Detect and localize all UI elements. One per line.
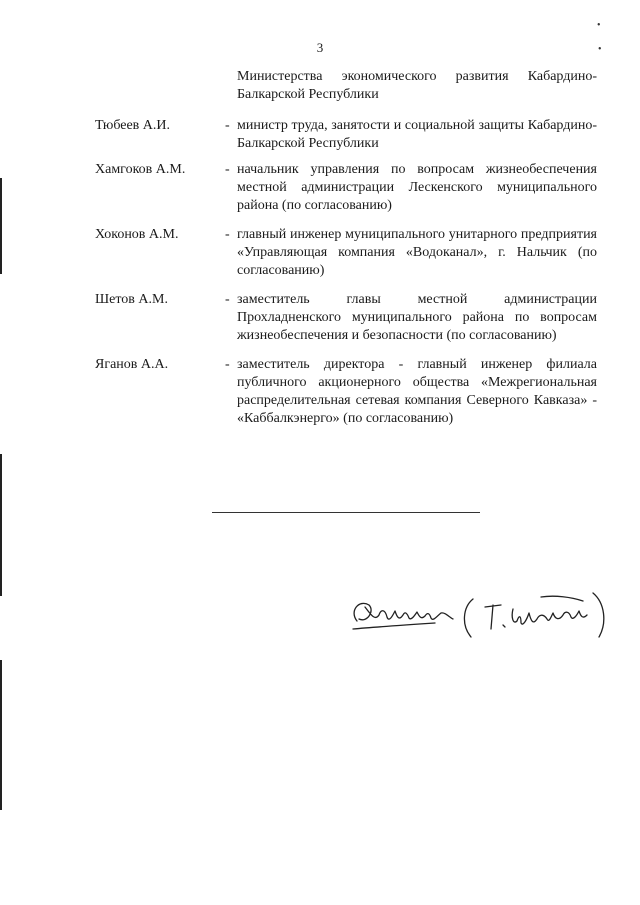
scan-corner-mark: • (598, 44, 602, 55)
handwritten-signature (345, 585, 615, 650)
member-role: министр труда, занятости и социальной защиты Кабардино-Балкарской Республики (237, 118, 597, 151)
member-dash: - (225, 292, 230, 307)
scan-edge-mark (0, 454, 2, 596)
signature-scribble (345, 585, 615, 645)
member-role: начальник управления по вопросам жизнеобеспечения местной администрации Лескенского муниципального района (по согласованию) (237, 162, 597, 213)
member-dash: - (225, 162, 230, 177)
scan-edge-mark (0, 178, 2, 274)
member-name: Яганов А.А. (95, 357, 169, 372)
closing-rule (212, 512, 480, 513)
member-name: Хоконов А.М. (95, 227, 179, 242)
member-role: заместитель директора - главный инженер филиала публичного акционерного общества «Межрегиональная распределительная сетевая компания Северного Кавказа» - «Каббалкэнерго» (по согласованию) (237, 357, 597, 426)
member-name: Хамгоков А.М. (95, 162, 186, 177)
member-name: Шетов А.М. (95, 292, 168, 307)
member-role: главный инженер муниципального унитарного предприятия «Управляющая компания «Водоканал», г. Нальчик (по согласованию) (237, 227, 597, 278)
scan-corner-mark: • (597, 20, 601, 31)
continuation-text: Министерства экономического развития Кабардино-Балкарской Республики (237, 69, 597, 102)
page-number: 3 (316, 40, 324, 55)
member-dash: - (225, 118, 230, 133)
scan-edge-mark (0, 660, 2, 810)
member-dash: - (225, 227, 230, 242)
member-dash: - (225, 357, 230, 372)
member-name: Тюбеев А.И. (95, 118, 171, 133)
member-role: заместитель главы местной администрации Прохладненского муниципального района по вопросам жизнеобеспечения и безопасности (по согласованию) (237, 292, 597, 343)
